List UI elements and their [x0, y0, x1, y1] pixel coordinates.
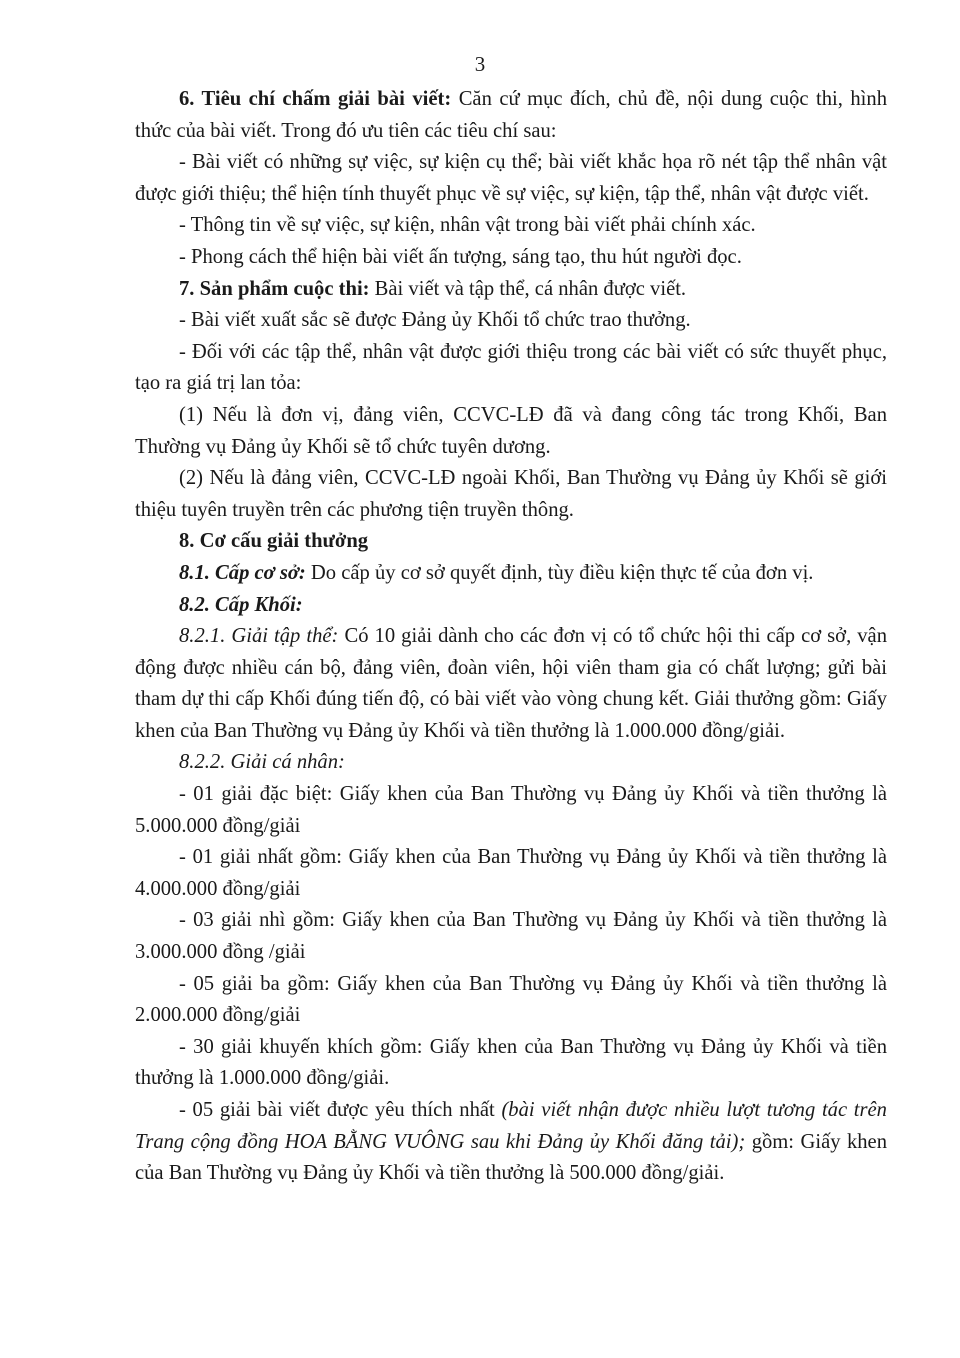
page-number: 3 [474, 52, 486, 76]
prize-item: - 03 giải nhì gồm: Giấy khen của Ban Thường vụ Đảng ủy Khối và tiền thưởng là 3.000.000 đồng /giải [135, 909, 887, 964]
prize-item: - 01 giải nhất gồm: Giấy khen của Ban Thường vụ Đảng ủy Khối và tiền thưởng là 4.000.000 đồng/giải [135, 846, 887, 900]
section-8-1-paragraph [135, 558, 887, 590]
section-7-item: (2) Nếu là đảng viên, CCVC-LĐ ngoài Khối, Ban Thường vụ Đảng ủy Khối sẽ giới thiệu tuyên truyền trên các phương tiện truyền thông. [135, 467, 887, 521]
section-7-intro: Bài viết và tập thể, cá nhân được viết. [369, 277, 687, 300]
prize-item: - 01 giải đặc biệt: Giấy khen của Ban Thường vụ Đảng ủy Khối và tiền thưởng là 5.000.000 đồng/giải [135, 783, 887, 837]
section-6-paragraph [135, 84, 887, 147]
section-7-item: - Đối với các tập thể, nhân vật được giới thiệu trong các bài viết có sức thuyết phục, tạo ra giá trị lan tỏa: [135, 340, 887, 395]
prize-item: - 30 giải khuyến khích gồm: Giấy khen của Ban Thường vụ Đảng ủy Khối và tiền thưởng là 1.000.000 đồng/giải. [135, 1035, 887, 1090]
section-8-1-text: Do cấp ủy cơ sở quyết định, tùy điều kiện thực tế của đơn vị. [305, 561, 814, 584]
favorite-prize-end: gồm: Giấy khen của Ban Thường vụ Đảng ủy Khối và tiền thưởng là 500.000 đồng/giải. [135, 1130, 887, 1185]
prize-item-favorite [135, 1095, 887, 1190]
section-8-2-1-text: Có 10 giải dành cho các đơn vị có tổ chức hội thi cấp cơ sở, vận động được nhiều cán bộ, đảng viên, đoàn viên, hội viên tham gia có chất lượng; gửi bài tham dự thi cấp Khối đúng tiến độ, có bài viết vào vòng chung kết. Giải thưởng gồm: Giấy khen của Ban Thường vụ Đảng ủy Khối và tiền thưởng là 1.000.000 đồng/giải. [135, 625, 887, 742]
section-6-intro: Căn cứ mục đích, chủ đề, nội dung cuộc thi, hình thức của bài viết. Trong đó ưu tiên các tiêu chí sau: [135, 88, 887, 142]
section-8-2-heading: 8.2. Cấp Khối: [179, 593, 303, 616]
section-6-item: - Bài viết có những sự việc, sự kiện cụ thể; bài viết khắc họa rõ nét tập thể nhân vật được giới thiệu; thể hiện tính thuyết phục về sự việc, sự kiện, tập thể, nhân vật được viết. [135, 151, 887, 205]
section-6-heading: 6. Tiêu chí chấm giải bài viết: [179, 88, 452, 110]
section-6-item: - Thông tin về sự việc, sự kiện, nhân vật trong bài viết phải chính xác. [179, 214, 756, 237]
section-8-2-2-heading: 8.2.2. Giải cá nhân: [179, 751, 345, 774]
favorite-prize-start: - 05 giải bài viết được yêu thích nhất [179, 1099, 502, 1121]
section-8-heading: 8. Cơ cấu giải thưởng [179, 530, 369, 553]
section-6-item: - Phong cách thể hiện bài viết ấn tượng, sáng tạo, thu hút người đọc. [179, 245, 742, 268]
section-8-1-label: 8.1. Cấp cơ sở: [179, 561, 306, 584]
section-8-2-1-label: 8.2.1. Giải tập thể: [179, 625, 339, 648]
section-8-2-1-paragraph [135, 621, 887, 747]
section-7-paragraph [135, 274, 887, 306]
section-7-heading: 7. Sản phẩm cuộc thi: [179, 277, 370, 300]
favorite-prize-note: (bài viết nhận được nhiều lượt tương tác trên Trang cộng đồng HOA BẰNG VUÔNG sau khi Đảng ủy Khối đăng tải); [135, 1099, 887, 1153]
prize-item: - 05 giải ba gồm: Giấy khen của Ban Thường vụ Đảng ủy Khối và tiền thưởng là 2.000.000 đồng/giải [135, 972, 887, 1027]
section-7-item: - Bài viết xuất sắc sẽ được Đảng ủy Khối tổ chức trao thưởng. [179, 309, 691, 332]
document-body [135, 84, 887, 1190]
section-7-item: (1) Nếu là đơn vị, đảng viên, CCVC-LĐ đã và đang công tác trong Khối, Ban Thường vụ Đảng ủy Khối sẽ tổ chức tuyên dương. [135, 403, 887, 458]
